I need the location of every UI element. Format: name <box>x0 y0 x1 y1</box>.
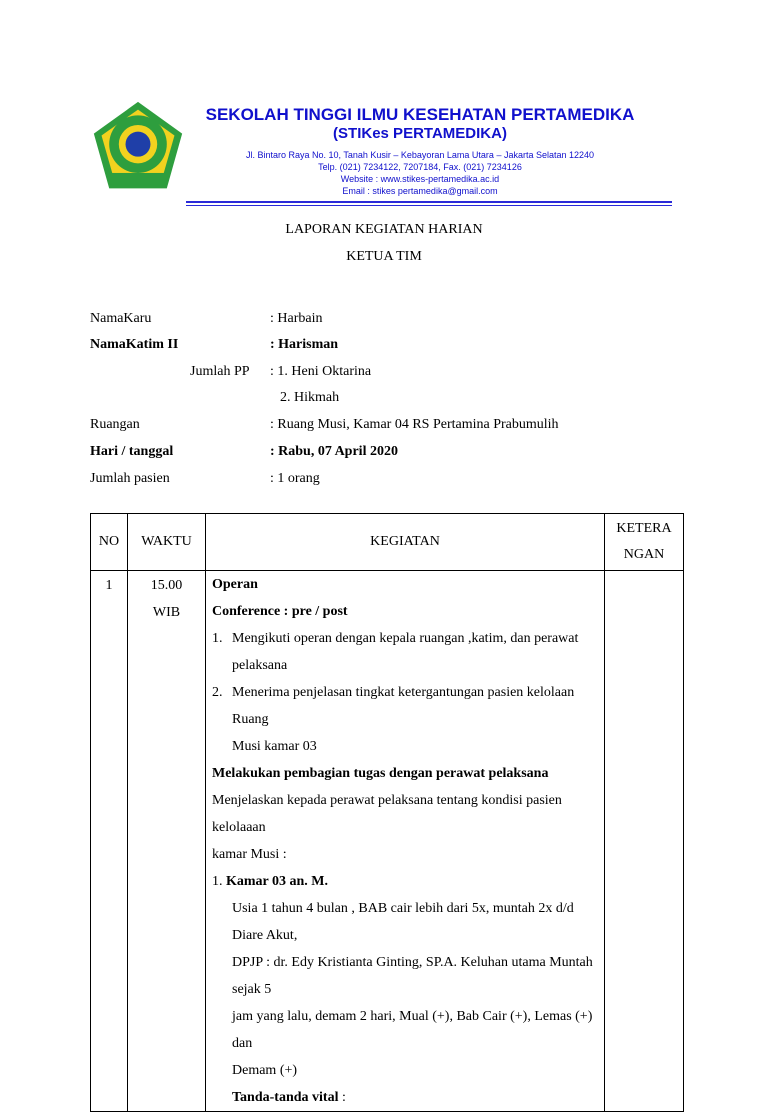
row-waktu-zone: WIB <box>152 605 181 620</box>
institution-short-name: (STIKes PERTAMEDIKA) <box>333 125 507 142</box>
header-kegiatan: KEGIATAN <box>206 514 605 571</box>
row-waktu-time: 15.00 <box>150 578 183 593</box>
nama-katim-label: NamaKatim II <box>90 337 179 352</box>
jumlah-pasien-label: Jumlah pasien <box>90 471 170 486</box>
institution-phone: Telp. (021) 7234122, 7207184, Fax. (021) 7234126 <box>318 162 522 172</box>
table-header-row <box>91 514 684 571</box>
row-waktu <box>128 571 206 1112</box>
ruangan-value: : Ruang Musi, Kamar 04 RS Pertamina Prabumulih <box>270 417 559 432</box>
document-title: LAPORAN KEGIATAN HARIAN <box>285 222 483 237</box>
jumlah-pp-label: Jumlah PP <box>190 364 250 379</box>
header-keterangan <box>605 514 684 571</box>
institution-logo <box>90 100 186 196</box>
row-no: 1 <box>91 571 128 1112</box>
hari-tanggal-label: Hari / tanggal <box>90 444 174 459</box>
hari-tanggal-value: : Rabu, 07 April 2020 <box>270 444 398 459</box>
kamar-number: 1. <box>212 874 223 889</box>
list-item-text-line1: Menerima penjelasan tingkat ketergantungan pasien kelolaan Ruang <box>232 685 575 727</box>
vital-signs-heading <box>212 1084 600 1111</box>
row-kegiatan <box>206 571 605 1112</box>
header-keterangan-line1: KETERA <box>616 520 672 536</box>
nama-katim-value: : Harisman <box>270 337 339 352</box>
institution-address: Jl. Bintaro Raya No. 10, Tanah Kusir – Kebayoran Lama Utara – Jakarta Selatan 12240 <box>245 150 595 160</box>
list-item-text: Mengikuti operan dengan kepala ruangan ,katim, dan perawat pelaksana <box>232 631 579 673</box>
list-item-number: 2. <box>212 685 223 700</box>
institution-email: Email : stikes pertamedika@gmail.com <box>342 186 498 196</box>
nama-karu-label: NamaKaru <box>90 311 152 326</box>
header-waktu: WAKTU <box>128 514 206 571</box>
patient-detail-line3: jam yang lalu, demam 2 hari, Mual (+), Bab Cair (+), Lemas (+) dan <box>232 1009 593 1051</box>
table-row <box>91 571 684 1112</box>
kegiatan-operan: Operan <box>212 577 258 592</box>
kegiatan-penjelasan-line2: kamar Musi : <box>212 847 287 862</box>
vital-signs-label: Tanda-tanda vital <box>232 1090 339 1105</box>
institution-name: SEKOLAH TINGGI ILMU KESEHATAN PERTAMEDIKA <box>205 105 635 124</box>
nama-karu-value: : Harbain <box>270 311 323 326</box>
patient-detail-line1: Usia 1 tahun 4 bulan , BAB cair lebih dari 5x, muntah 2x d/d Diare Akut, <box>232 901 574 943</box>
institution-website: Website : www.stikes-pertamedika.ac.id <box>340 174 500 184</box>
list-item-text <box>232 679 600 760</box>
kegiatan-conference: Conference : pre / post <box>212 604 348 619</box>
header-rule <box>186 201 672 203</box>
ruangan-label: Ruangan <box>90 417 140 432</box>
list-item <box>212 625 600 679</box>
kamar-title: Kamar 03 an. M. <box>226 874 329 889</box>
header-keterangan-line2: NGAN <box>623 546 665 562</box>
header-no: NO <box>91 514 128 571</box>
document-subtitle: KETUA TIM <box>346 249 422 264</box>
activity-table <box>90 513 684 1112</box>
header-rule-thin <box>186 205 672 206</box>
kegiatan-pembagian-tugas: Melakukan pembagian tugas dengan perawat pelaksana <box>212 766 549 781</box>
patient-detail-line2: DPJP : dr. Edy Kristianta Ginting, SP.A. Keluhan utama Muntah sejak 5 <box>232 955 593 997</box>
jumlah-pasien-value: : 1 orang <box>270 471 320 486</box>
list-item-number: 1. <box>212 631 223 646</box>
row-keterangan <box>605 571 684 1112</box>
vital-signs-colon: : <box>338 1090 346 1105</box>
list-item <box>212 679 600 760</box>
jumlah-pp-value-2: 2. Hikmah <box>280 390 340 405</box>
letterhead <box>0 0 768 215</box>
jumlah-pp-value-1: : 1. Heni Oktarina <box>270 364 372 379</box>
list-item-text-line2: Musi kamar 03 <box>232 739 317 754</box>
kegiatan-penjelasan-line1: Menjelaskan kepada perawat pelaksana tentang kondisi pasien kelolaaan <box>212 793 562 835</box>
patient-detail-line4: Demam (+) <box>232 1063 298 1078</box>
kegiatan-kamar <box>212 868 600 895</box>
